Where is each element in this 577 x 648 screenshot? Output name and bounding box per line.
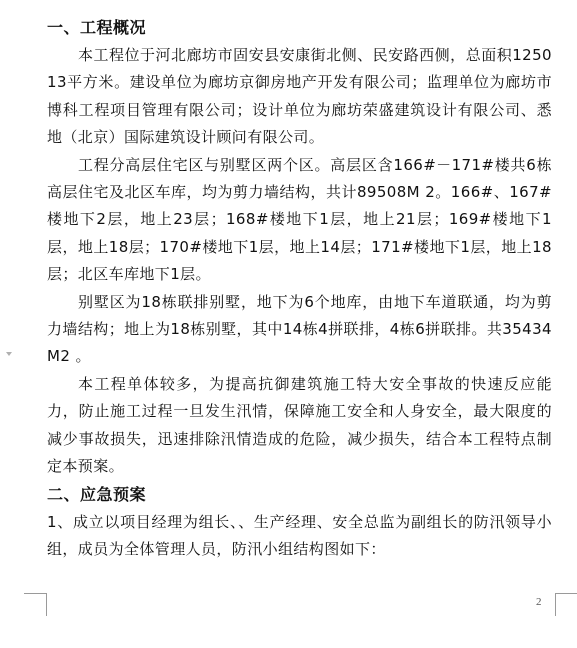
page-corner-mark-left [24, 593, 47, 616]
paragraph-high-rise: 工程分高层住宅区与别墅区两个区。高层区含166#－171#楼共6栋高层住宅及北区车库，均为剪力墙结构，共计89508M 2。166#、167#楼地下2层，地上23层；168#楼地下1层，地上21层；169#楼地下1层，地上18层；170#楼地下1层，地上14层；171#楼地下1层，地上18层；北区车库地下1层。 [47, 155, 552, 284]
section-heading-overview: 一、工程概况 [47, 18, 147, 37]
section-heading-emergency-plan: 二、应急预案 [47, 484, 147, 504]
margin-collapse-marker-icon [6, 352, 12, 356]
paragraph-villa: 别墅区为18栋联排别墅，地下为6个地库，由地下车道联通，均为剪力墙结构；地上为18栋别墅，其中14栋4拼联排，4栋6拼联排。共35434M2 。 [47, 292, 552, 366]
paragraph-purpose: 本工程单体较多，为提高抗御建筑施工特大安全事故的快速反应能力，防止施工过程一旦发生汛情，保障施工安全和人身安全，最大限度的减少事故损失，迅速排除汛情造成的危险，减少损失，结合本工程特点制定本预案。 [47, 374, 552, 476]
document-body [47, 14, 552, 563]
page-corner-mark-right [555, 593, 577, 616]
paragraph-location: 本工程位于河北廊坊市固安县安康街北侧、民安路西侧，总面积125013平方米。建设单位为廊坊京御房地产开发有限公司；监理单位为廊坊市博科工程项目管理有限公司；设计单位为廊坊荣盛建筑设计有限公司、悉地（北京）国际建筑设计顾问有限公司。 [47, 46, 552, 147]
paragraph-flood-team: 1、成立以项目经理为组长、、生产经理、安全总监为副组长的防汛领导小组，成员为全体管理人员，防汛小组结构图如下： [47, 512, 552, 558]
page-number: 2 [536, 596, 542, 608]
